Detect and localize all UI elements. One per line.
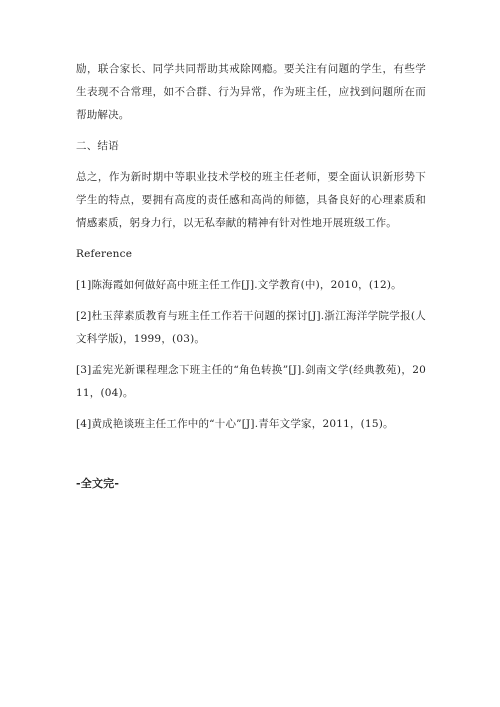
reference-item: [3]孟宪光新课程理念下班主任的“角色转换”[J].剑南文学(经典教苑)，2011，(04)。 bbox=[76, 364, 426, 399]
paragraph-conclusion: 总之，作为新时期中等职业技术学校的班主任老师，要全面认识新形势下学生的特点，要拥有高度的责任感和高尚的师德，具备良好的心理素质和情感素质，躬身力行，以无私奉献的精神有针对性地开展班级工作。 bbox=[76, 171, 426, 229]
references-title: Reference bbox=[76, 248, 133, 260]
section-heading: 二、结语 bbox=[76, 140, 119, 152]
reference-item: [4]黄成艳谈班主任工作中的“十心”[J].青年文学家，2011，(15)。 bbox=[76, 418, 394, 430]
paragraph-continuation: 励，联合家长、同学共同帮助其戒除网瘾。要关注有问题的学生，有些学生表现不合常理，如不合群、行为异常，作为班主任，应找到问题所在而帮助解决。 bbox=[76, 63, 426, 121]
document-body bbox=[76, 58, 426, 495]
reference-item: [1]陈海霞如何做好高中班主任工作[J].文学教育(中)，2010，(12)。 bbox=[76, 279, 402, 291]
reference-item: [2]杜玉萍素质教育与班主任工作若干问题的探讨[J].浙江海洋学院学报(人文科学版)，1999，(03)。 bbox=[76, 310, 426, 345]
end-of-document-mark: -全文完- bbox=[76, 477, 120, 490]
